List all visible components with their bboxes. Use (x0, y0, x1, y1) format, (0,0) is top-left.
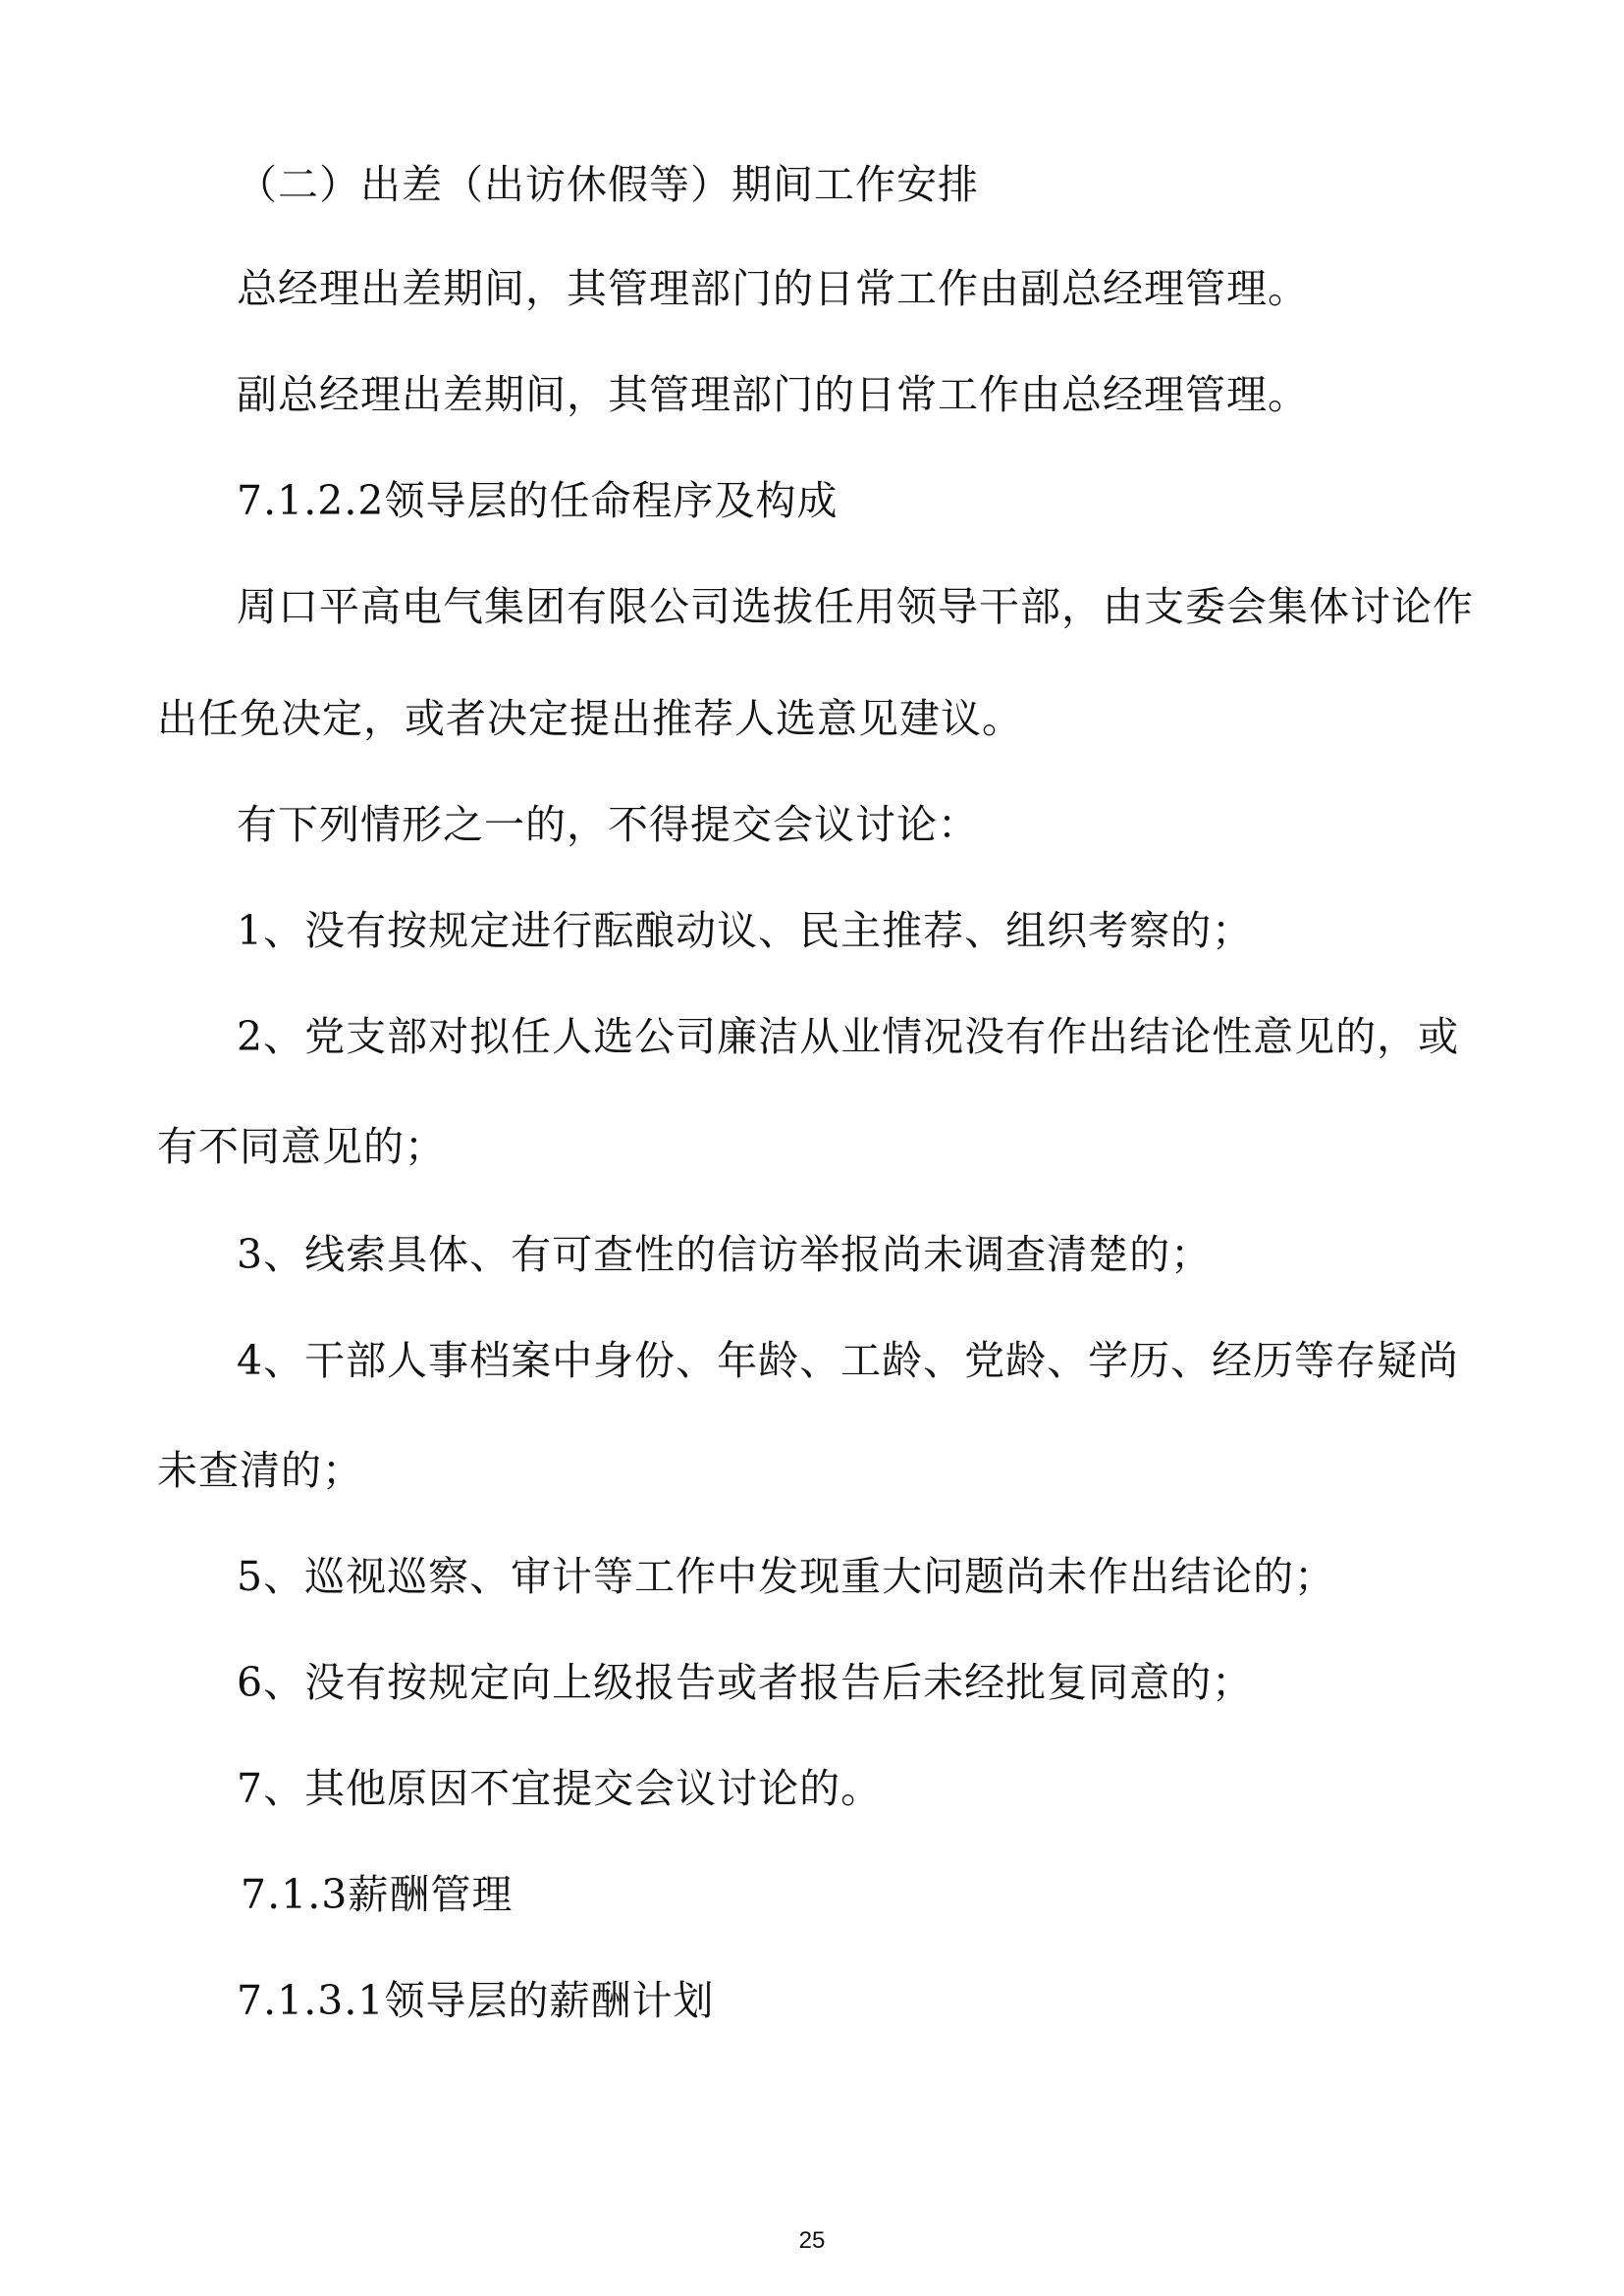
section-heading: 7.1.3.1领导层的薪酬计划 (237, 1977, 715, 2024)
paragraph-continuation: 出任免决定，或者决定提出推荐人选意见建议。 (157, 695, 1023, 742)
paragraph: 副总经理出差期间，其管理部门的日常工作由总经理管理。 (237, 371, 1309, 418)
section-heading: 7.1.3薪酬管理 (241, 1871, 514, 1918)
paragraph: 总经理出差期间，其管理部门的日常工作由副总经理管理。 (237, 265, 1309, 312)
list-item-continuation: 有不同意见的； (157, 1123, 446, 1170)
list-item: 4、干部人事档案中身份、年龄、工龄、党龄、学历、经历等存疑尚 (237, 1337, 1460, 1384)
list-item: 2、党支部对拟任人选公司廉洁从业情况没有作出结论性意见的，或 (237, 1013, 1460, 1060)
list-item-continuation: 未查清的； (157, 1447, 363, 1494)
list-item: 3、线索具体、有可查性的信访举报尚未调查清楚的； (237, 1231, 1213, 1278)
section-heading: 7.1.2.2领导层的任命程序及构成 (237, 477, 839, 524)
list-item: 6、没有按规定向上级报告或者报告后未经批复同意的； (237, 1659, 1254, 1706)
list-item: 1、没有按规定进行酝酿动议、民主推荐、组织考察的； (237, 907, 1254, 954)
section-heading: （二）出差（出访休假等）期间工作安排 (237, 161, 979, 208)
list-item: 7、其他原因不宜提交会议讨论的。 (237, 1765, 883, 1812)
list-item: 5、巡视巡察、审计等工作中发现重大问题尚未作出结论的； (237, 1553, 1336, 1600)
paragraph: 周口平高电气集团有限公司选拔任用领导干部，由支委会集体讨论作 (237, 583, 1474, 630)
paragraph: 有下列情形之一的，不得提交会议讨论： (237, 801, 979, 848)
page-number: 25 (798, 2227, 826, 2254)
